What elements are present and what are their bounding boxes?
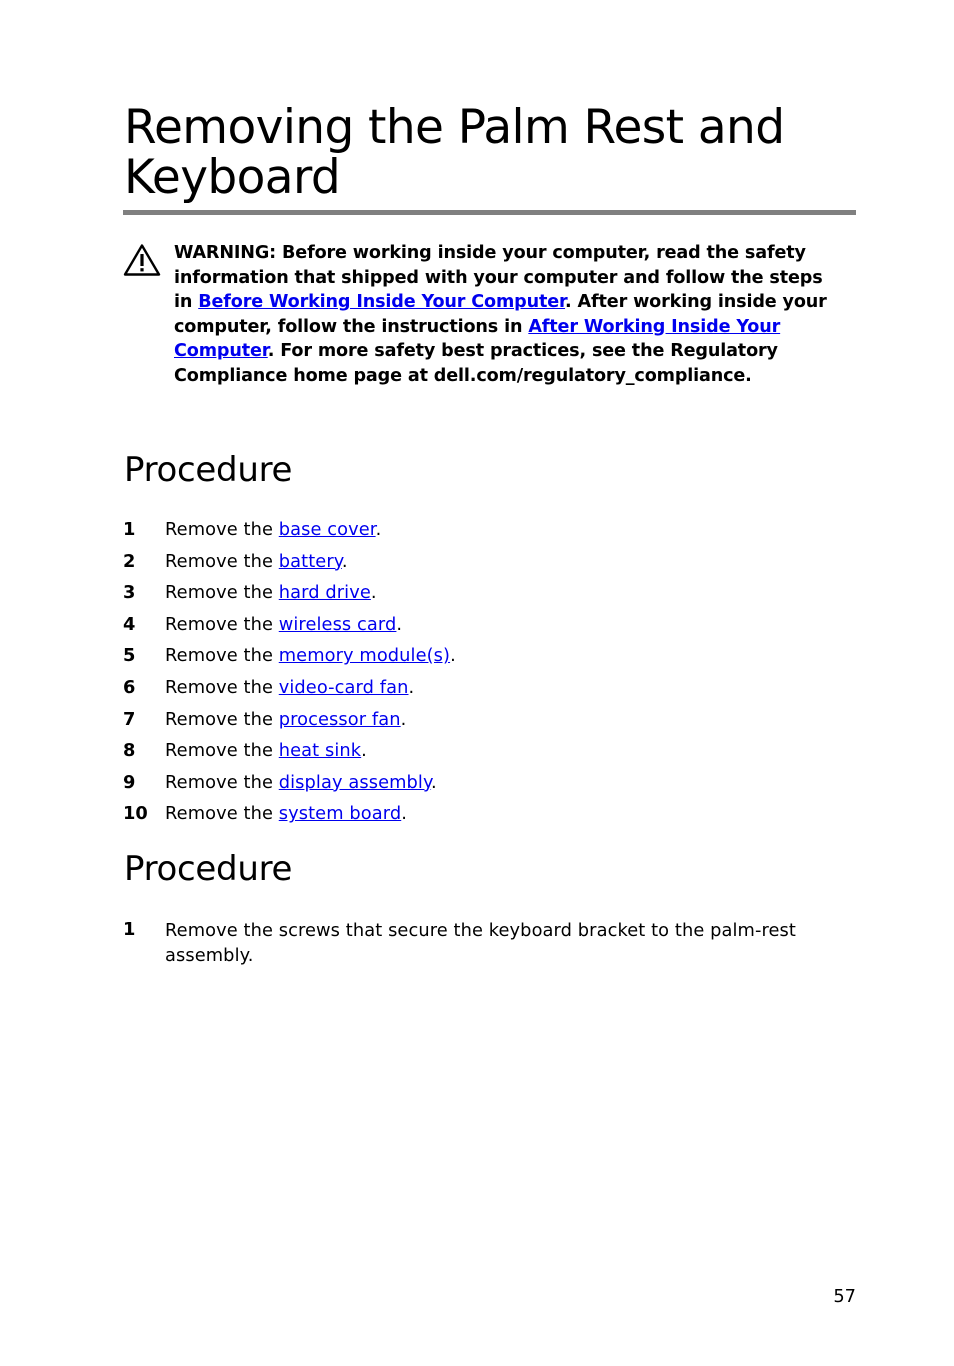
step-prefix: Remove the [165,771,279,793]
step-suffix: . [450,645,456,667]
step-number: 9 [123,771,136,793]
step-text [165,771,845,795]
step-suffix: . [341,550,348,572]
step-text [165,739,845,763]
step-prefix: Remove the [165,740,279,762]
list-item [0,739,954,771]
step-number: 5 [123,645,136,667]
warning-text-part-2: . After working inside your computer, follow the instructions in [174,292,827,337]
step-prefix: Remove the [165,582,279,604]
step-prefix: Remove the [165,708,279,730]
base-cover-link[interactable]: base cover [278,519,376,540]
step-prefix: Remove the [165,613,279,635]
step-suffix: . [396,613,403,635]
processor-fan-link[interactable]: processor fan [278,708,401,730]
system-board-link[interactable]: system board [278,803,402,825]
step-text [165,613,845,637]
list-item [0,581,954,613]
step-text [165,644,845,668]
list-item [0,518,954,550]
warning-text-part-1: WARNING: Before working inside your computer, read the safety information that shipped with your computer and follow the steps in [174,243,823,313]
step-prefix: Remove the [165,519,279,540]
step-number: 6 [123,676,136,698]
step-suffix: . [408,676,415,698]
list-item [0,644,954,676]
page-number: 57 [833,1286,856,1307]
list-item [0,550,954,582]
video-card-fan-link[interactable]: video-card fan [278,676,409,698]
step-prefix: Remove the [165,803,279,825]
before-working-inside-link[interactable]: Before Working Inside Your Computer [198,292,566,313]
step-text [165,550,845,574]
step-prefix: Remove the [165,550,279,572]
warning-text-part-3: . For more safety best practices, see the Regulatory Compliance home page at dell.com/regulatory_compliance. [174,341,778,386]
step-text [165,518,845,542]
step-number: 3 [123,582,136,604]
step-suffix: . [400,708,407,730]
step-number: 8 [123,740,136,762]
title-divider [123,210,856,215]
step-number: 4 [123,613,136,635]
list-item [0,708,954,740]
step-number: 2 [123,550,136,572]
prerequisites-heading: Procedure [124,450,293,490]
procedure-list [0,918,954,966]
step-suffix: . [375,519,382,540]
step-suffix: . [401,803,407,825]
battery-link[interactable]: battery [278,550,342,572]
step-text [165,581,845,605]
step-text [165,802,845,826]
warning-message [174,241,846,389]
hard-drive-link[interactable]: hard drive [278,582,371,604]
step-suffix: . [370,582,377,604]
step-number: 1 [123,519,136,540]
heat-sink-link[interactable]: heat sink [278,740,362,762]
list-item [0,613,954,645]
display-assembly-link[interactable]: display assembly [278,771,432,793]
step-number: 7 [123,708,136,730]
step-text [165,676,845,700]
step-number: 1 [123,919,136,940]
step-prefix: Remove the [165,645,279,667]
page-title: Removing the Palm Rest and Keyboard [124,100,785,205]
step-suffix: . [361,740,367,762]
step-text: Remove the screws that secure the keyboard bracket to the palm-rest assembly. [165,920,796,966]
step-number: 10 [123,803,148,825]
list-item [0,918,954,966]
warning-triangle-icon [123,243,161,277]
step-text [165,708,845,732]
wireless-card-link[interactable]: wireless card [278,613,397,635]
step-prefix: Remove the [165,676,279,698]
prerequisites-list [0,518,954,834]
list-item [0,802,954,834]
step-suffix: . [431,771,437,793]
after-working-inside-link[interactable]: After Working Inside Your Computer [174,316,781,362]
procedure-heading: Procedure [124,849,293,889]
list-item [0,676,954,708]
list-item [0,771,954,803]
memory-modules-link[interactable]: memory module(s) [278,645,451,667]
